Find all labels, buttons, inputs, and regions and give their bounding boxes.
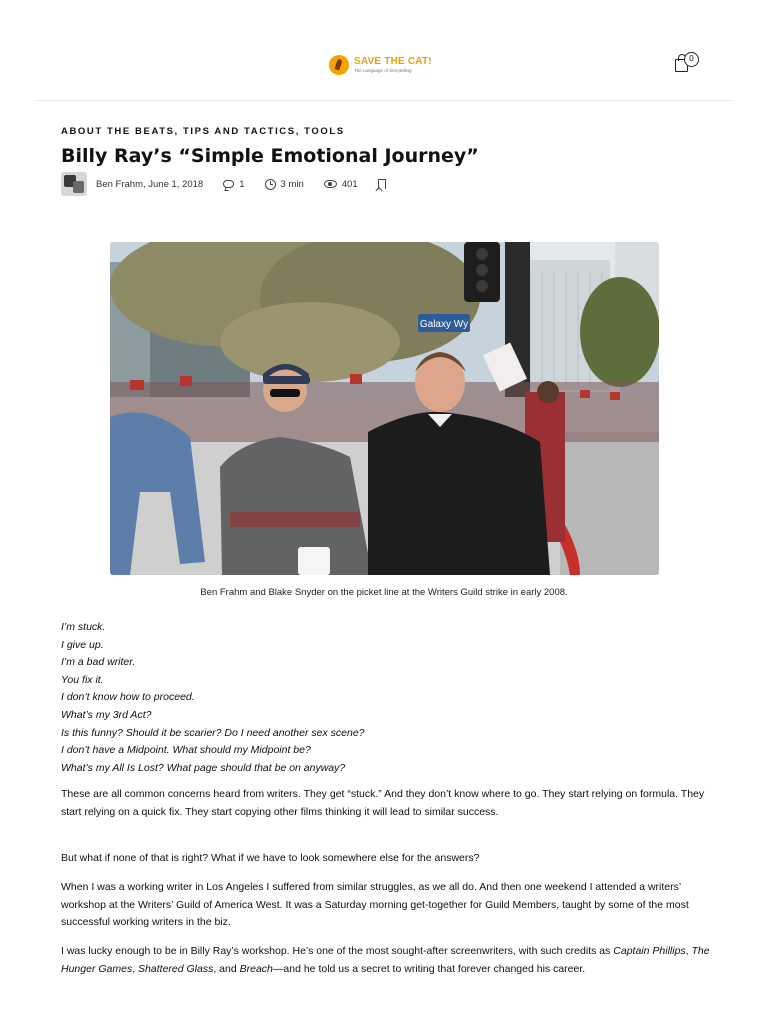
body-paragraph: When I was a working writer in Los Angeles I suffered from similar struggles, as we all do. And then one weekend I attended a writers’ workshop at the Writers’ Guild of America West. It was a Saturday morning get-together for Guild Members, taught by some of the most successful working writers in the biz. [61,881,689,928]
body-paragraph: These are all common concerns heard from writers. They get “stuck.” And they don’t know where to go. They start relying on formula. They start relying on a quick fix. They start copying other films thinking it will lead to similar success. [61,788,705,818]
site-logo[interactable] [329,54,432,76]
logo-text [354,57,432,74]
article-meta [61,172,386,196]
logo-subtitle: The Language of Storytelling [354,67,412,73]
quote-line: I’m a bad writer. [61,656,136,669]
article-photo [110,242,659,575]
film-title: Breach [239,962,273,975]
photo-caption: Ben Frahm and Blake Snyder on the picket line at the Writers Guild strike in early 2008. [200,587,568,598]
cat-logo-icon [329,55,349,75]
separator: , [132,962,139,975]
quote-line: You fix it. [61,673,104,686]
comment-icon [223,180,234,188]
quote-line: I don’t know how to proceed. [61,691,195,704]
site-header [0,0,768,101]
eye-icon [324,180,337,188]
film-title: Shattered Glass [138,962,214,975]
comments-value: 1 [239,178,245,190]
photo-illustration [110,242,659,575]
author-date[interactable]: Ben Frahm, June 1, 2018 [96,178,204,190]
writer-quotes [61,619,365,777]
quote-line: What’s my All Is Lost? What page should that be on anyway? [61,761,346,774]
body-paragraph: But what if none of that is right? What if we have to look somewhere else for the answers? [61,852,480,864]
comments-count[interactable] [223,179,244,190]
author-avatar[interactable] [61,172,87,196]
separator: , [685,945,692,957]
quote-line: I’m stuck. [61,621,106,633]
views-value: 401 [341,178,358,190]
bookmark-icon[interactable] [378,179,386,189]
quote-line: Is this funny? Should it be scarier? Do I need another sex scene? [61,726,365,739]
views-count [324,179,358,190]
read-time-value: 3 min [280,178,304,190]
clock-icon [265,179,276,190]
quote-line: What’s my 3rd Act? [61,708,152,721]
quote-line: I give up. [61,638,104,651]
cart-button[interactable] [672,52,704,76]
body-paragraph [61,943,711,978]
film-title: The Hunger Games [61,945,710,975]
read-time [265,179,304,190]
quote-line: I don’t have a Midpoint. What should my Midpoint be? [61,744,311,757]
paragraph-text: —and he told us a secret to writing that forever changed his career. [272,962,586,975]
separator: , and [213,962,240,975]
paragraph-text: I was lucky enough to be in Billy Ray’s workshop. He’s one of the most sought-after screenwriters, with such credits as [61,945,614,957]
logo-title: SAVE THE CAT! [354,55,432,67]
film-title: Captain Phillips [613,945,686,957]
street-sign-text: Galaxy Wy [419,319,469,330]
article-title: Billy Ray’s “Simple Emotional Journey” [61,145,479,167]
header-divider [34,100,734,101]
cart-count-badge: 0 [684,52,699,67]
category-links[interactable]: ABOUT THE BEATS, TIPS AND TACTICS, TOOLS [61,126,345,137]
